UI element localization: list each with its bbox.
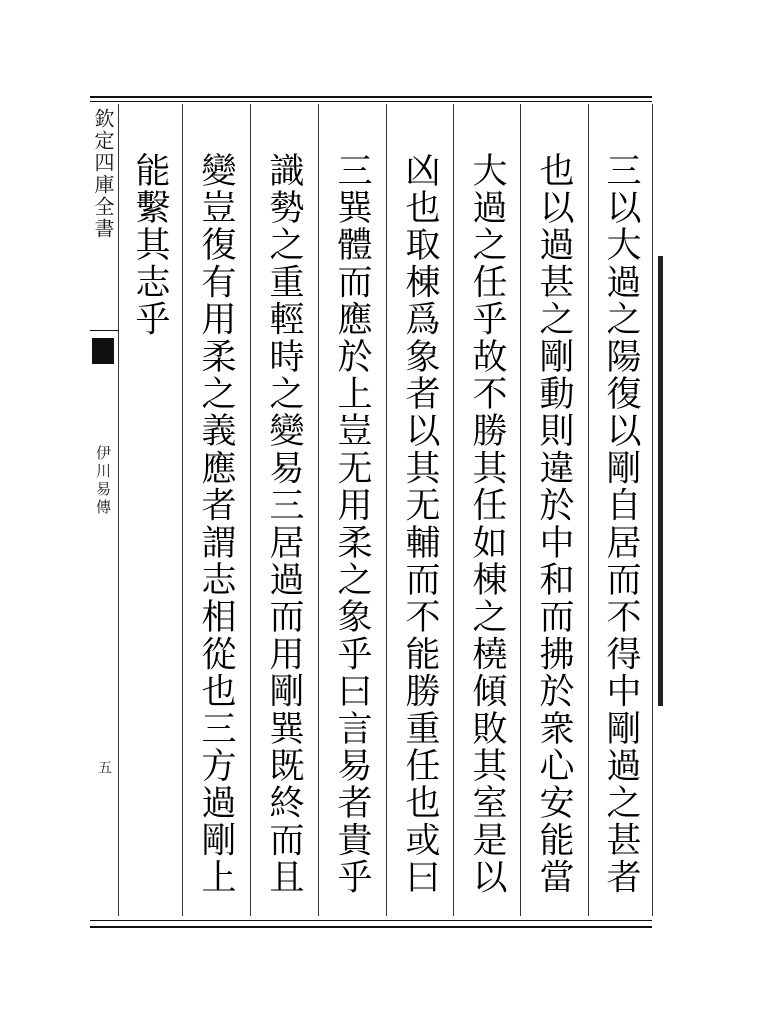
book-title: 欽定四庫全書 xyxy=(91,108,115,240)
top-border-inner xyxy=(90,101,652,102)
fish-tail-mark xyxy=(92,338,114,364)
column-divider xyxy=(250,104,251,916)
column-divider xyxy=(386,104,387,916)
text-column-4: 凶也取棟爲象者以其无輔而不能勝重任也或曰 xyxy=(400,152,440,896)
page-number: 五 xyxy=(96,760,112,774)
column-divider xyxy=(182,104,183,916)
text-column-8: 能繫其志乎 xyxy=(130,152,170,338)
bottom-border-outer xyxy=(90,926,652,928)
right-binding-edge xyxy=(658,256,663,706)
column-divider xyxy=(318,104,319,916)
text-column-6: 識勢之重輕時之變易三居過而用剛巽既終而且 xyxy=(264,152,304,896)
column-divider xyxy=(453,104,454,916)
book-subtitle: 伊川易傳 xyxy=(94,445,112,517)
text-column-7: 變豈復有用柔之義應者謂志相從也三方過剛上 xyxy=(196,152,236,896)
column-divider xyxy=(520,104,521,916)
text-column-3: 大過之任乎故不勝其任如棟之橈傾敗其室是以 xyxy=(467,152,507,896)
text-column-1: 三以大過之陽復以剛自居而不得中剛過之甚者 xyxy=(601,152,641,896)
column-divider xyxy=(652,104,653,916)
text-column-5: 三巽體而應於上豈无用柔之象乎曰言易者貴乎 xyxy=(332,152,372,896)
column-divider xyxy=(588,104,589,916)
bottom-border-inner xyxy=(90,920,652,921)
side-divider xyxy=(90,330,118,331)
top-border-outer xyxy=(90,96,652,98)
text-column-2: 也以過甚之剛動則違於中和而拂於衆心安能當 xyxy=(534,152,574,896)
column-divider xyxy=(118,104,119,916)
